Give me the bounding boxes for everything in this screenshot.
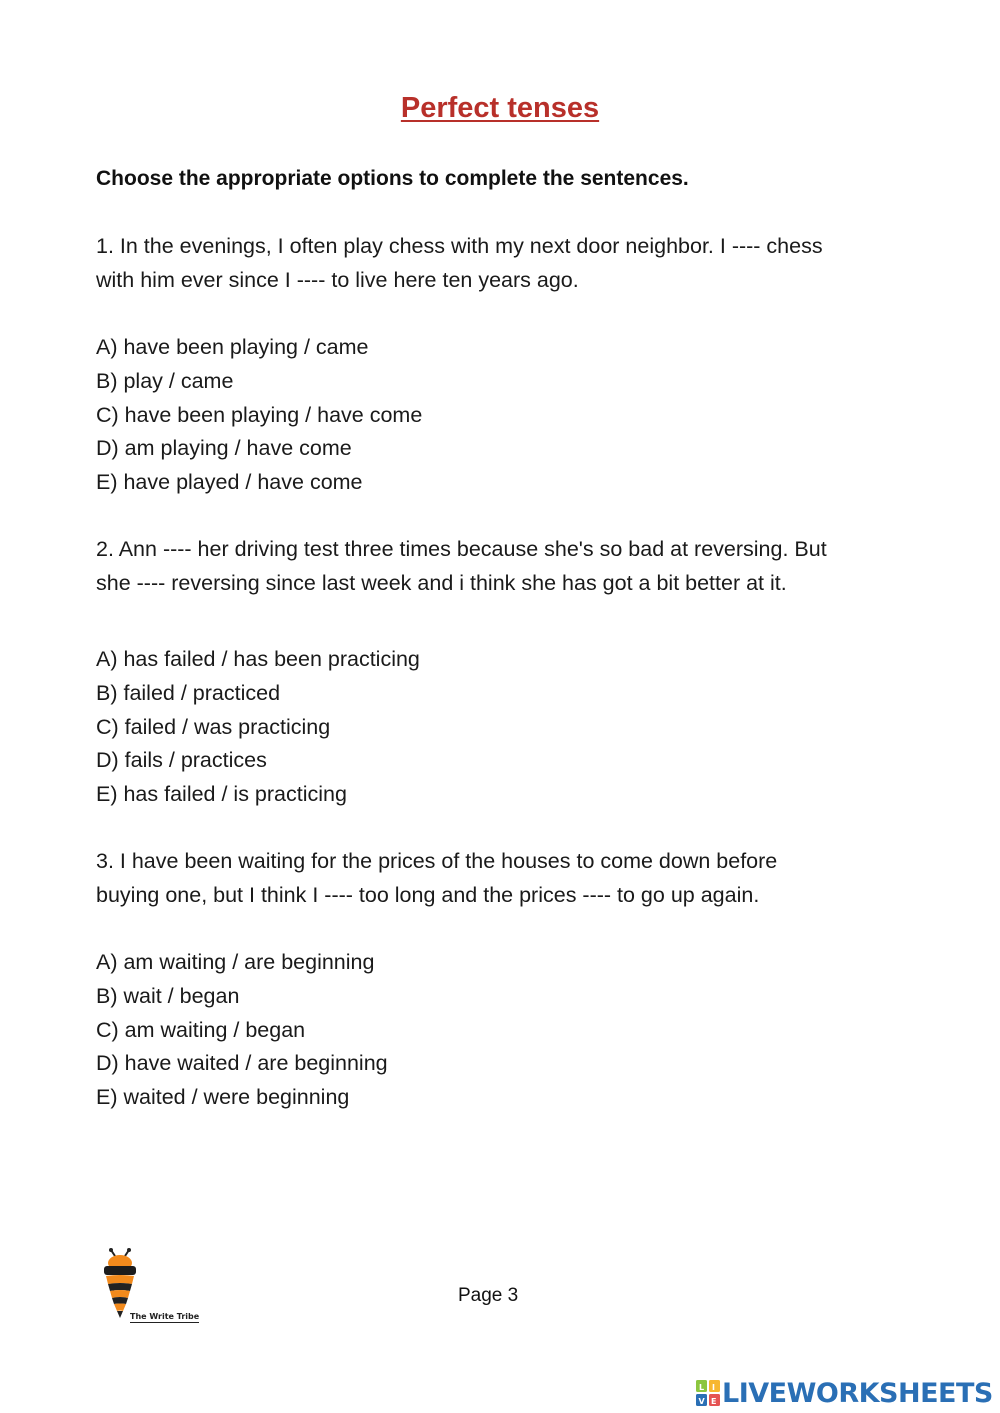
option-c[interactable]: C) am waiting / began	[96, 1017, 306, 1042]
svg-text:V: V	[698, 1397, 705, 1406]
question-1-text-line-1: 1. In the evenings, I often play chess with my next door neighbor. I ---- chess	[96, 234, 823, 258]
brand-text: LIVEWORKSHEETS	[722, 1377, 993, 1409]
question-1-text-line-2: with him ever since I ---- to live here ten years ago.	[96, 267, 579, 292]
page-number: Page 3	[458, 1285, 519, 1306]
option-d[interactable]: D) am playing / have come	[96, 436, 352, 461]
option-b[interactable]: B) failed / practiced	[96, 680, 281, 705]
option-c[interactable]: C) have been playing / have come	[96, 402, 423, 427]
option-e[interactable]: E) have played / have come	[96, 470, 363, 495]
option-a[interactable]: A) have been playing / came	[96, 335, 369, 359]
option-e[interactable]: E) has failed / is practicing	[96, 782, 347, 807]
question-3-text-line-2: buying one, but I think I ---- too long and the prices ---- to go up again.	[96, 882, 760, 907]
question-1	[96, 230, 916, 297]
page-title: Perfect tenses	[400, 92, 600, 124]
question-2-text-line-1: 2. Ann ---- her driving test three times because she's so bad at reversing. But	[96, 537, 827, 561]
option-a[interactable]: A) has failed / has been practicing	[96, 647, 420, 671]
logo-text: The Write Tribe	[130, 1312, 200, 1321]
question-2-text-line-2: she ---- reversing since last week and i think she has got a bit better at it.	[96, 570, 787, 595]
liveworksheets-logo-icon	[696, 1380, 720, 1406]
svg-text:E: E	[711, 1397, 717, 1406]
question-3-options	[96, 946, 916, 1115]
question-2	[96, 533, 916, 600]
question-1-options	[96, 331, 916, 500]
liveworksheets-brand[interactable]	[696, 1376, 993, 1410]
svg-text:L: L	[699, 1383, 705, 1392]
option-a[interactable]: A) am waiting / are beginning	[96, 950, 375, 974]
option-b[interactable]: B) wait / began	[96, 983, 240, 1008]
instruction-text: Choose the appropriate options to complete the sentences.	[96, 167, 689, 190]
svg-text:I: I	[712, 1383, 715, 1392]
write-tribe-logo	[98, 1248, 208, 1328]
option-d[interactable]: D) have waited / are beginning	[96, 1051, 388, 1076]
question-3	[96, 845, 916, 912]
option-b[interactable]: B) play / came	[96, 368, 234, 393]
option-d[interactable]: D) fails / practices	[96, 748, 267, 773]
option-e[interactable]: E) waited / were beginning	[96, 1085, 350, 1110]
question-3-text-line-1: 3. I have been waiting for the prices of the houses to come down before	[96, 849, 778, 873]
question-2-options	[96, 643, 916, 812]
option-c[interactable]: C) failed / was practicing	[96, 714, 331, 739]
